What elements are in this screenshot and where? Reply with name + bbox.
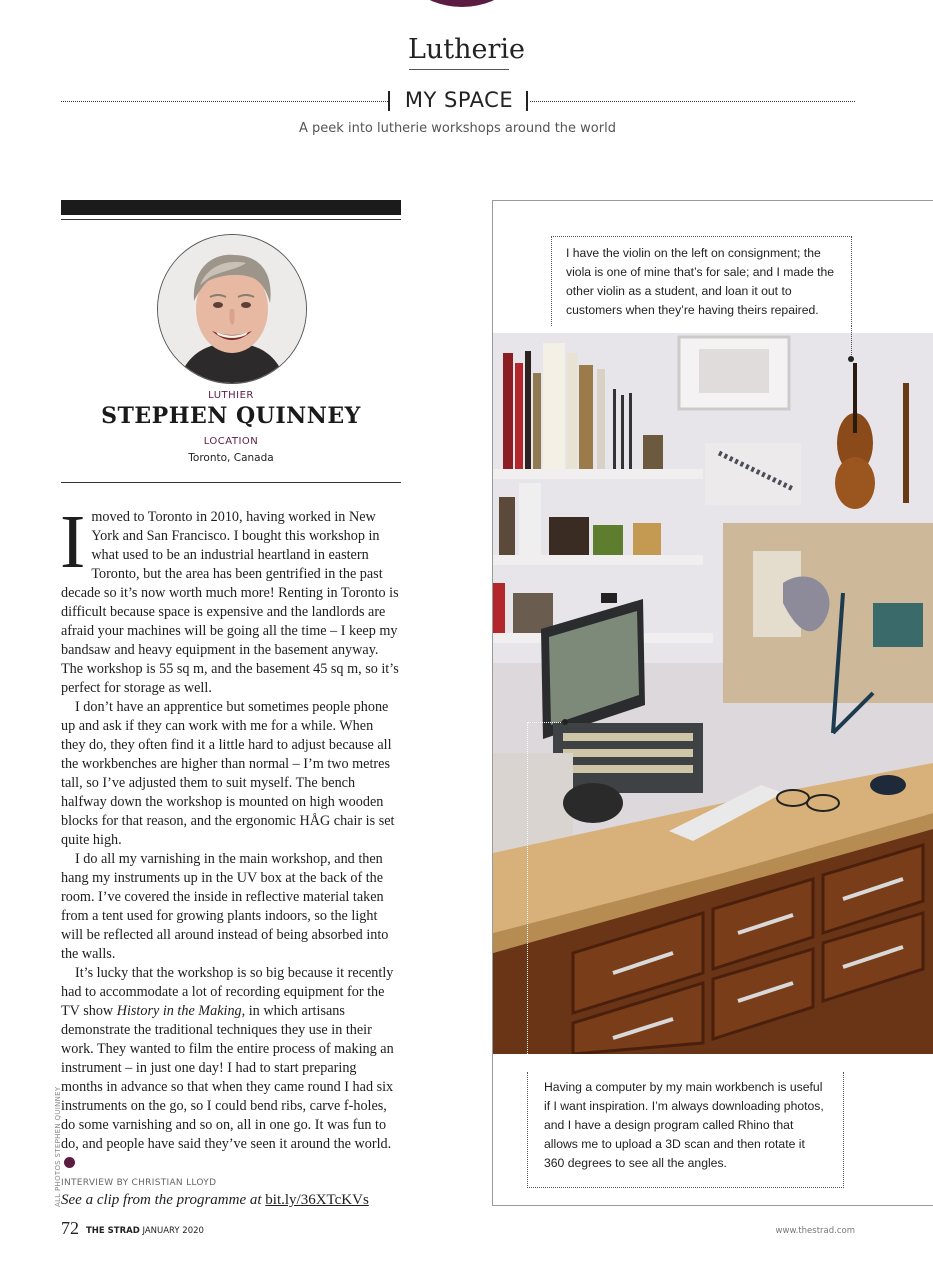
caption-top-leader: [851, 326, 852, 357]
profile-header-bar: [61, 200, 401, 215]
article-paragraph: It’s lucky that the workshop is so big because it recently had to accommodate a lot of recording equipment for the TV show History in the Making, in which artisans demonstrate the traditional techniques they use in their work. They wanted to film the entire process of making an instrument – in just one day! I had to start preparing months in advance so that when they came round I had six instruments on the go, so I could bend ribs, carve f-holes, do some varnishing and so on, all in one go. It was fun to do, and people have said they’ve seen it around the world.: [61, 964, 401, 1173]
page-number: 72: [61, 1218, 79, 1238]
workshop-photo: [493, 333, 933, 1054]
person-name: STEPHEN QUINNEY: [101, 403, 361, 429]
section-name: Lutherie: [407, 34, 526, 65]
footer-url[interactable]: www.thestrad.com: [775, 1226, 855, 1236]
caption-top: I have the violin on the left on consignment; the viola is one of mine that’s for sale; and I made the other violin as a student, and loan it out to customers when they’re having theirs repaired.: [551, 236, 852, 326]
caption-bottom-leader: [527, 722, 528, 1072]
caption-top-pointer-icon: [848, 356, 854, 362]
title-bar-left: [388, 91, 390, 111]
caption-bottom-leader-horizontal: [527, 722, 565, 723]
title-rule-left: [61, 101, 388, 102]
article-paragraph: I don’t have an apprentice but sometimes people phone up and ask if they can work with me for a while. When they do, they often find it a little hard to adjust because all the workbenches are higher than normal – I’m two metres tall, so I’ve adjusted them to suit myself. The bench halfway down the workshop is mounted on high wooden blocks for that reason, and the ergonomic HÅG chair is set quite high.: [61, 699, 395, 848]
section-tab-circle: [384, 0, 540, 7]
role-label: LUTHIER: [208, 390, 254, 401]
caption-bottom-pointer-icon: [562, 719, 568, 725]
interview-credit: INTERVIEW BY CHRISTIAN LLOYD: [61, 1178, 217, 1188]
article-paragraph: I do all my varnishing in the main workshop, and then hang my instruments up in the UV box at the back of the room. I’ve covered the inside in reflective material taken from a tent used for growing plants indoors, so the light will be reflected all around instead of being absorbed into the walls.: [61, 851, 389, 962]
avatar: [157, 234, 307, 384]
profile-header-rule: [61, 219, 401, 220]
photo-credit: ALL PHOTOS STEPHEN QUINNEY: [54, 1086, 62, 1207]
location-label: LOCATION: [203, 436, 259, 447]
drop-cap: I: [60, 500, 86, 584]
title-rule-right: [530, 101, 855, 102]
page-subtitle: A peek into lutherie workshops around the world: [299, 121, 616, 136]
caption-bottom: Having a computer by my main workbench is useful if I want inspiration. I’m always downloading photos, and I have a design program called Rhino that allows me to upload a 3D scan and then rotate it 360 degrees to see all the angles.: [527, 1072, 844, 1188]
magazine-issue: THE STRAD JANUARY 2020: [86, 1226, 204, 1236]
article-paragraph: I moved to Toronto in 2010, having worked in New York and San Francisco. I bought this workshop in what used to be an industrial heartland in eastern Toronto, but the area has been gentrified in the past decade so it’s now worth much more! Renting in Toronto is difficult because space is expensive and the landlords are afraid your machines will be going all the time – I keep my bandsaw and heavy equipment in the basement anyway. The workshop is 55 sq m, and the basement 45 sq m, so it’s perfect for storage as well.: [60, 500, 399, 696]
article-body: [60, 500, 401, 1173]
section-underline: [409, 69, 509, 70]
clip-link[interactable]: bit.ly/36XTcKVs: [265, 1192, 369, 1208]
show-title: History in the Making: [116, 1003, 242, 1019]
profile-rule: [61, 482, 401, 483]
clip-line: See a clip from the programme at bit.ly/36XTcKVs: [61, 1192, 369, 1208]
location-value: Toronto, Canada: [188, 452, 274, 464]
title-bar-right: [526, 91, 528, 111]
page-title: MY SPACE: [404, 88, 514, 112]
end-mark-icon: [64, 1157, 75, 1168]
